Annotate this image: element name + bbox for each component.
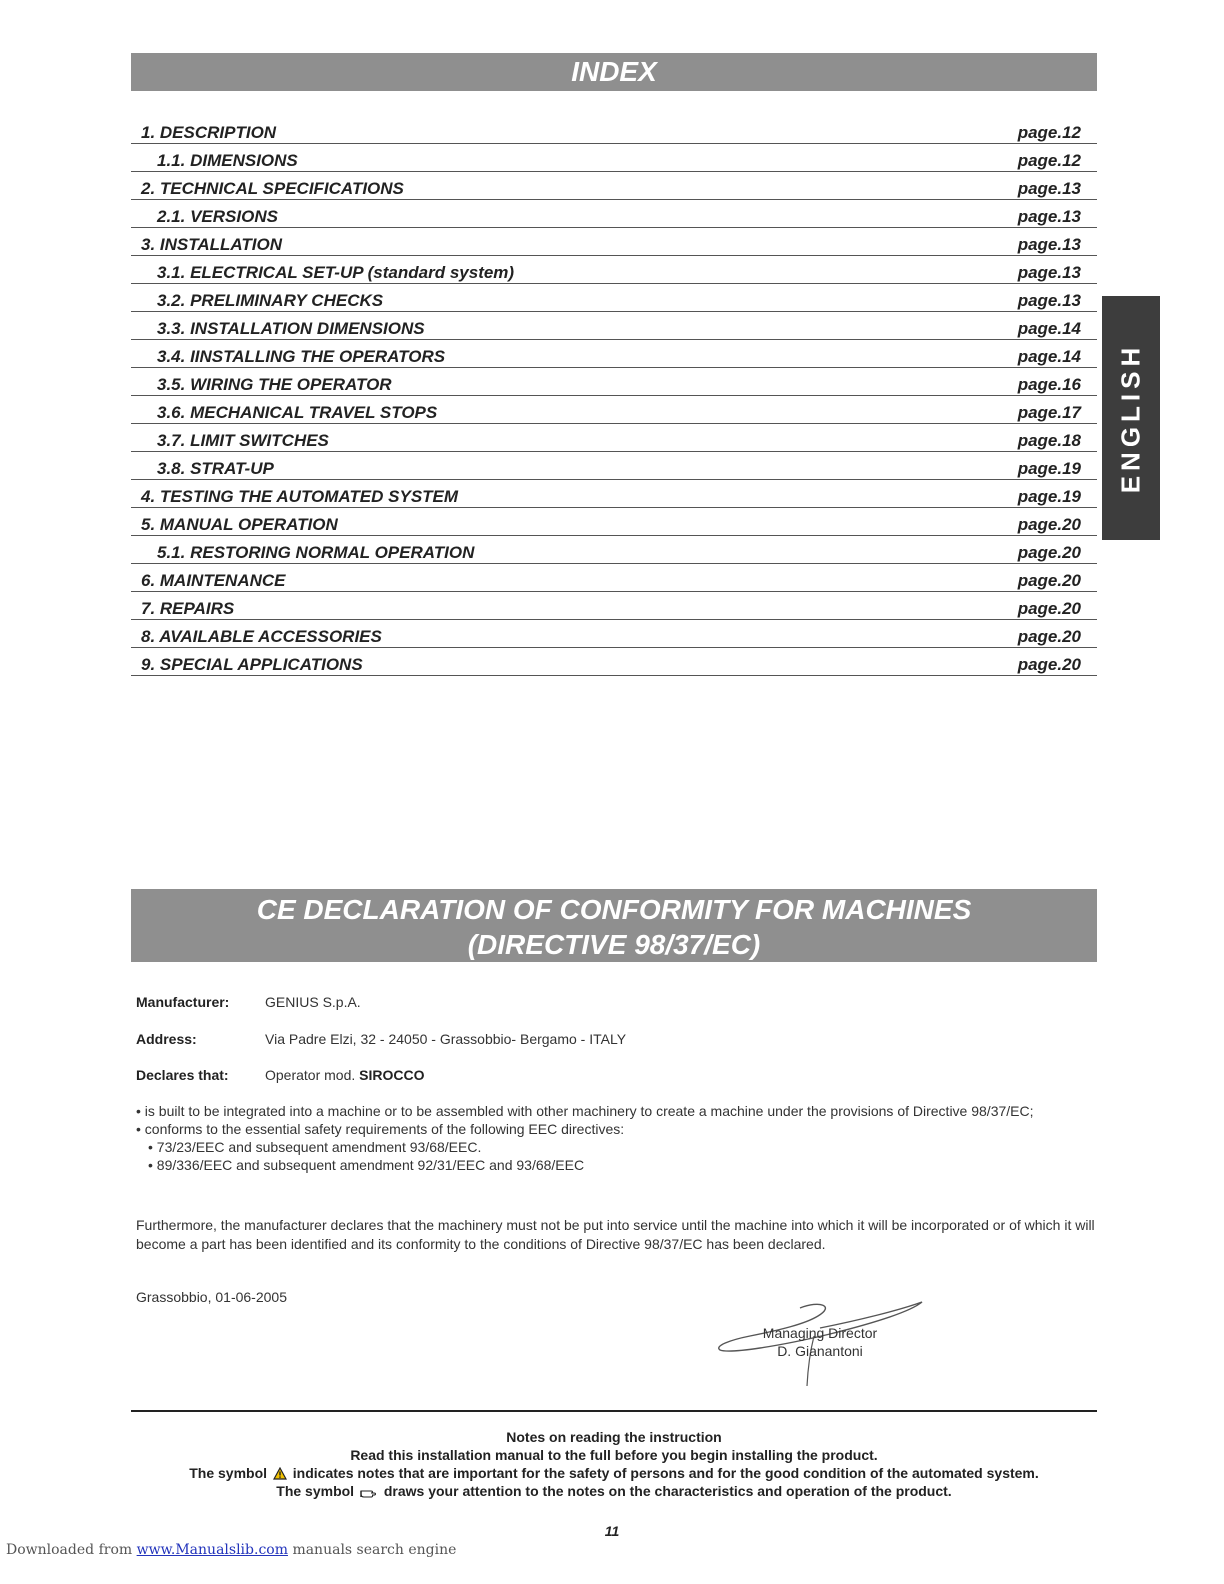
toc-entry-page: page.20 <box>1017 599 1081 618</box>
ce-declaration-title <box>131 889 1097 962</box>
toc-entry-title: 3.6. MECHANICAL TRAVEL STOPS <box>157 403 438 422</box>
declares-field <box>136 1067 425 1083</box>
list-item: • conforms to the essential safety requirements of the following EEC directives: <box>136 1121 625 1137</box>
toc-entry-page: page.20 <box>1017 515 1081 534</box>
conformity-list <box>136 1102 1096 1174</box>
toc-entry[interactable] <box>131 452 1097 480</box>
page-number: 11 <box>604 1523 620 1539</box>
language-tab-label: ENGLISH <box>1115 342 1146 494</box>
toc-entry[interactable] <box>131 368 1097 396</box>
model-name: SIROCCO <box>359 1067 425 1083</box>
toc-entry-page: page.16 <box>1017 375 1081 394</box>
manufacturer-field <box>136 994 361 1010</box>
index-title: INDEX <box>131 53 1097 91</box>
toc-entry-page: page.14 <box>1017 347 1081 366</box>
toc-entry-title: 3. INSTALLATION <box>141 235 283 254</box>
toc-entry-page: page.20 <box>1017 627 1081 646</box>
declares-value: Operator mod. <box>265 1067 356 1083</box>
toc-entry[interactable] <box>131 480 1097 508</box>
manufacturer-value: GENIUS S.p.A. <box>265 994 361 1010</box>
toc-entry[interactable] <box>131 172 1097 200</box>
toc-entry[interactable] <box>131 648 1097 676</box>
toc-entry-page: page.19 <box>1017 459 1081 478</box>
table-of-contents <box>131 116 1097 676</box>
manualslib-link[interactable]: www.Manualslib.com <box>136 1542 288 1558</box>
notes-line1: Read this installation manual to the full before you begin installing the product. <box>350 1447 878 1463</box>
signer-name: D. Gianantoni <box>777 1343 863 1359</box>
footer-prefix: Downloaded from <box>6 1542 133 1558</box>
toc-entry[interactable] <box>131 312 1097 340</box>
signer-title: Managing Director <box>762 1325 878 1341</box>
warning-triangle-icon <box>273 1467 287 1480</box>
toc-entry[interactable] <box>131 228 1097 256</box>
toc-entry-title: 4. TESTING THE AUTOMATED SYSTEM <box>141 487 459 506</box>
list-item: • 73/23/EEC and subsequent amendment 93/68/EEC. <box>148 1139 482 1155</box>
toc-entry-title: 5. MANUAL OPERATION <box>141 515 338 534</box>
toc-entry[interactable] <box>131 200 1097 228</box>
toc-entry-title: 2.1. VERSIONS <box>157 207 278 226</box>
notes-heading: Notes on reading the instruction <box>506 1429 722 1445</box>
download-footer <box>6 1542 456 1558</box>
toc-entry-page: page.19 <box>1017 487 1081 506</box>
toc-entry-page: page.17 <box>1017 403 1081 422</box>
footer-suffix: manuals search engine <box>292 1542 457 1558</box>
notes-line3-pre: The symbol <box>276 1483 355 1499</box>
divider <box>131 1410 1097 1412</box>
pointing-hand-icon <box>360 1487 378 1498</box>
toc-entry[interactable] <box>131 340 1097 368</box>
toc-entry-page: page.20 <box>1017 655 1081 674</box>
toc-entry-page: page.12 <box>1017 151 1081 170</box>
toc-entry[interactable] <box>131 564 1097 592</box>
toc-entry[interactable] <box>131 508 1097 536</box>
toc-entry[interactable] <box>131 424 1097 452</box>
toc-entry-page: page.13 <box>1017 263 1081 282</box>
toc-entry[interactable] <box>131 256 1097 284</box>
toc-entry-page: page.14 <box>1017 319 1081 338</box>
toc-entry-title: 5.1. RESTORING NORMAL OPERATION <box>157 543 475 562</box>
toc-entry-title: 1. DESCRIPTION <box>141 123 277 142</box>
notes-line3-post: draws your attention to the notes on the characteristics and operation of the product. <box>383 1483 952 1499</box>
toc-entry-title: 2. TECHNICAL SPECIFICATIONS <box>141 179 404 198</box>
toc-entry-title: 3.7. LIMIT SWITCHES <box>157 431 329 450</box>
toc-entry-page: page.18 <box>1017 431 1081 450</box>
list-item: • 89/336/EEC and subsequent amendment 92/31/EEC and 93/68/EEC <box>148 1157 585 1173</box>
toc-entry-page: page.13 <box>1017 207 1081 226</box>
place-date: Grassobbio, 01-06-2005 <box>136 1289 287 1305</box>
reading-notes <box>131 1428 1097 1500</box>
notes-line2 <box>131 1464 1097 1482</box>
toc-entry-page: page.12 <box>1017 123 1081 142</box>
toc-entry-title: 3.2. PRELIMINARY CHECKS <box>157 291 384 310</box>
notes-line2-pre: The symbol <box>189 1465 268 1481</box>
toc-entry-page: page.20 <box>1017 543 1081 562</box>
declares-label: Declares that: <box>136 1067 229 1083</box>
toc-entry-title: 3.5. WIRING THE OPERATOR <box>157 375 392 394</box>
toc-entry[interactable] <box>131 620 1097 648</box>
toc-entry[interactable] <box>131 592 1097 620</box>
ce-title-line1: CE DECLARATION OF CONFORMITY FOR MACHINES <box>256 894 972 925</box>
toc-entry-title: 3.3. INSTALLATION DIMENSIONS <box>157 319 425 338</box>
toc-entry[interactable] <box>131 284 1097 312</box>
toc-entry[interactable] <box>131 536 1097 564</box>
toc-entry[interactable] <box>131 396 1097 424</box>
notes-line3 <box>131 1482 1097 1500</box>
toc-entry-title: 7. REPAIRS <box>141 599 235 618</box>
toc-entry-title: 3.8. STRAT-UP <box>157 459 274 478</box>
signature-block <box>740 1324 900 1360</box>
toc-entry-title: 3.1. ELECTRICAL SET-UP (standard system) <box>157 263 515 282</box>
toc-entry-page: page.13 <box>1017 291 1081 310</box>
toc-entry-title: 6. MAINTENANCE <box>141 571 286 590</box>
address-value: Via Padre Elzi, 32 - 24050 - Grassobbio- Bergamo - ITALY <box>265 1031 627 1047</box>
address-label: Address: <box>136 1031 197 1047</box>
notes-line2-post: indicates notes that are important for the safety of persons and for the good condition of the automated system. <box>292 1465 1039 1481</box>
toc-entry-title: 9. SPECIAL APPLICATIONS <box>141 655 363 674</box>
manufacturer-label: Manufacturer: <box>136 994 230 1010</box>
furthermore-paragraph: Furthermore, the manufacturer declares that the machinery must not be put into service until the machine into which it will be incorporated or of which it will become a part has been identified and its conformity to the conditions of Directive 98/37/EC has been declared. <box>136 1217 1095 1252</box>
toc-entry-title: 8. AVAILABLE ACCESSORIES <box>141 627 382 646</box>
toc-entry-page: page.20 <box>1017 571 1081 590</box>
toc-entry[interactable] <box>131 116 1097 144</box>
ce-title-line2: (DIRECTIVE 98/37/EC) <box>467 929 761 960</box>
list-item: • is built to be integrated into a machine or to be assembled with other machinery to create a machine under the provisions of Directive 98/37/EC; <box>136 1103 1034 1119</box>
toc-entry[interactable] <box>131 144 1097 172</box>
address-field <box>136 1031 626 1047</box>
toc-entry-page: page.13 <box>1017 179 1081 198</box>
toc-entry-page: page.13 <box>1017 235 1081 254</box>
language-tab <box>1102 296 1160 540</box>
toc-entry-title: 3.4. IINSTALLING THE OPERATORS <box>157 347 446 366</box>
toc-entry-title: 1.1. DIMENSIONS <box>157 151 298 170</box>
